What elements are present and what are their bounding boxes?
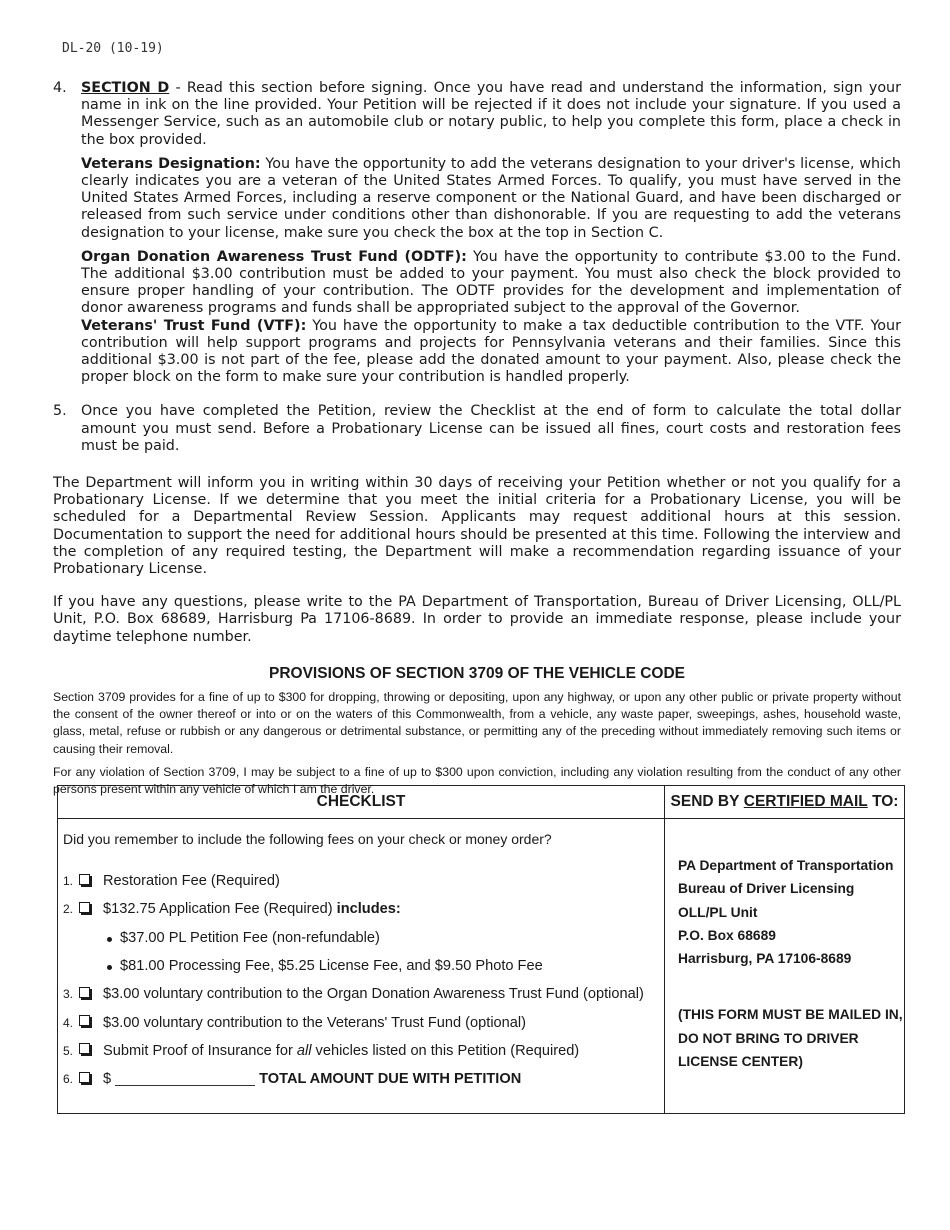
instructions-body xyxy=(53,80,901,799)
provisions-paragraph-1: Section 3709 provides for a fine of up to $300 for dropping, throwing or depositing, upon any highway, or upon any other public or private property without the consent of the owner thereof or into or on the waters of this Commonwealth, from a vehicle, any waste paper, sweepings, ashes, household waste, glass, metal, refuse or rubbish or any dangerous or detrimental substance, or permitting any of the preceding without immediately removing such items or causing their removal. xyxy=(53,689,901,756)
checklist-item-number: 6. xyxy=(63,1072,74,1087)
fee-bullet xyxy=(63,924,664,952)
total-amount-label: TOTAL AMOUNT DUE WITH PETITION xyxy=(259,1071,522,1088)
checklist-item-label xyxy=(103,901,401,917)
provisions-paragraph-2: For any violation of Section 3709, I may be subject to a fine of up to $300 upon conviction, including any violation resulting from the conduct of any other persons present within any vehicle of which I am the driver. xyxy=(53,765,901,797)
bullet-icon xyxy=(107,965,112,970)
fee-bullet-text: $81.00 Processing Fee, $5.25 License Fee, and $9.50 Photo Fee xyxy=(120,958,543,975)
checklist-item-number: 5. xyxy=(63,1043,74,1058)
checklist-item-number: 1. xyxy=(63,874,74,889)
section-d-label: SECTION D xyxy=(81,80,170,96)
checklist-item xyxy=(63,1065,664,1093)
checkbox-odtf-contribution[interactable] xyxy=(79,987,90,998)
section-d-paragraph xyxy=(81,80,901,149)
checkbox-restoration-fee[interactable] xyxy=(79,874,90,885)
veterans-title: Veterans Designation: xyxy=(81,155,261,172)
odtf-paragraph xyxy=(81,249,901,318)
vtf-title: Veterans' Trust Fund (VTF): xyxy=(81,317,307,334)
veterans-paragraph xyxy=(81,156,901,242)
veterans-text: You have the opportunity to add the veterans designation to your driver's license, which clearly indicates you are a veteran of the United States Armed Forces. To qualify, you must have served in the United States Armed Forces, including a reserve component or the National Guard, and have been discharged or released from such service under conditions other than dishonorable. If you are requesting to add the veterans designation to your license, make sure you check the box at the top in Section C. xyxy=(81,155,901,241)
send-header xyxy=(665,786,904,819)
fee-bullet-text: $37.00 PL Petition Fee (non-refundable) xyxy=(120,929,380,946)
checklist-item xyxy=(63,980,664,1008)
item-number: 4. xyxy=(53,80,67,96)
checklist-item xyxy=(63,1008,664,1036)
checklist-column xyxy=(58,786,665,1113)
address-line: Harrisburg, PA 17106-8689 xyxy=(678,951,852,967)
checklist-item-label: $3.00 voluntary contribution to the Veterans' Trust Fund (optional) xyxy=(103,1014,527,1031)
insurance-italic: all xyxy=(296,1042,312,1059)
checkbox-proof-of-insurance[interactable] xyxy=(79,1043,90,1054)
vtf-text: You have the opportunity to make a tax deductible contribution to the VTF. Your contribution will help support programs and projects for Pennsylvania veterans and their families. Since this additional $3.00 is not part of the fee, please add the donated amount to your payment. Also, please check the proper block on the form to make sure your contribution is handled properly. xyxy=(81,317,901,386)
checklist-item xyxy=(63,867,664,895)
checklist-item-label: $3.00 voluntary contribution to the Organ Donation Awareness Trust Fund (optional) xyxy=(103,986,644,1003)
address-line: Bureau of Driver Licensing xyxy=(678,881,855,897)
department-paragraph: The Department will inform you in writing within 30 days of receiving your Petition whether or not you qualify for a Probationary License. If we determine that you meet the initial criteria for a Probationary License, you will be scheduled for a Departmental Review Session. Applicants may request additional hours at this session. Documentation to support the need for additional hours should be presented at this time. Following the interview and the completion of any required testing, the Department will make a recommendation regarding issuance of your Probationary License. xyxy=(53,475,901,578)
checklist-header: CHECKLIST xyxy=(58,786,664,819)
address-line: OLL/PL Unit xyxy=(678,904,758,920)
odtf-title: Organ Donation Awareness Trust Fund (ODTF): xyxy=(81,248,467,265)
application-fee-text: $132.75 Application Fee (Required) xyxy=(103,901,337,918)
checkbox-vtf-contribution[interactable] xyxy=(79,1015,90,1026)
checklist-item-number: 2. xyxy=(63,902,74,917)
checklist-question: Did you remember to include the following fees on your check or money order? xyxy=(63,831,552,847)
send-title-suffix: TO: xyxy=(872,793,899,810)
checklist-item-label xyxy=(103,1043,579,1059)
vtf-paragraph xyxy=(81,318,901,387)
questions-paragraph: If you have any questions, please write to the PA Department of Transportation, Bureau of Driver Licensing, OLL/PL Unit, P.O. Box 68689, Harrisburg Pa 17106-8689. In order to provide an immediate response, please include your daytime telephone number. xyxy=(53,594,901,645)
checklist-item-label: Restoration Fee (Required) xyxy=(103,873,280,890)
form-id: DL-20 (10-19) xyxy=(62,41,164,56)
checklist-item-number: 4. xyxy=(63,1015,74,1030)
provisions-title: PROVISIONS OF SECTION 3709 OF THE VEHICLE CODE xyxy=(269,664,685,682)
send-title-underlined: CERTIFIED MAIL xyxy=(743,793,868,810)
checklist-table xyxy=(57,785,905,1114)
item-5-text: Once you have completed the Petition, review the Checklist at the end of form to calculate the total dollar amount you must send. Before a Probationary License can be issued all fines, court costs and restoration fees must be paid. xyxy=(81,403,901,454)
send-column xyxy=(665,786,904,1113)
checklist-item xyxy=(63,1037,664,1065)
checklist-item xyxy=(63,895,664,923)
address-line: P.O. Box 68689 xyxy=(678,927,776,943)
checklist-item-number: 3. xyxy=(63,987,74,1002)
item-5 xyxy=(53,403,901,455)
insurance-text-after: vehicles listed on this Petition (Required) xyxy=(311,1042,580,1059)
checkbox-application-fee[interactable] xyxy=(79,902,90,913)
address-line: PA Department of Transportation xyxy=(678,858,894,873)
item-4 xyxy=(53,80,901,386)
section-d-text: - Read this section before signing. Once you have read and understand the information, sign your name in ink on the line provided. Your Petition will be rejected if it does not include your signature. If you used a Messenger Service, such as an automobile club or notary public, to help you complete this form, place a check in the box provided. xyxy=(81,80,901,148)
item-number: 5. xyxy=(53,403,67,420)
odtf-text: You have the opportunity to contribute $3.00 to the Fund. The additional $3.00 contribution must be added to your payment. You must also check the block provided to ensure proper handling of your contribution. The ODTF provides for the development and implementation of donor awareness programs and funds shall be appropriated subject to the approval of the Governor. xyxy=(81,248,901,317)
send-title-prefix: SEND BY xyxy=(670,793,740,810)
insurance-text-before: Submit Proof of Insurance for xyxy=(103,1042,297,1059)
mail-note: (THIS FORM MUST BE MAILED IN, DO NOT BRING TO DRIVER LICENSE CENTER) xyxy=(678,1007,903,1070)
bullet-icon xyxy=(107,937,112,942)
dollar-sign: $ xyxy=(103,1071,112,1088)
fee-bullet xyxy=(63,952,664,980)
checkbox-total-amount[interactable] xyxy=(79,1072,90,1083)
total-amount-field[interactable] xyxy=(115,1072,255,1086)
includes-label: includes: xyxy=(336,901,401,918)
